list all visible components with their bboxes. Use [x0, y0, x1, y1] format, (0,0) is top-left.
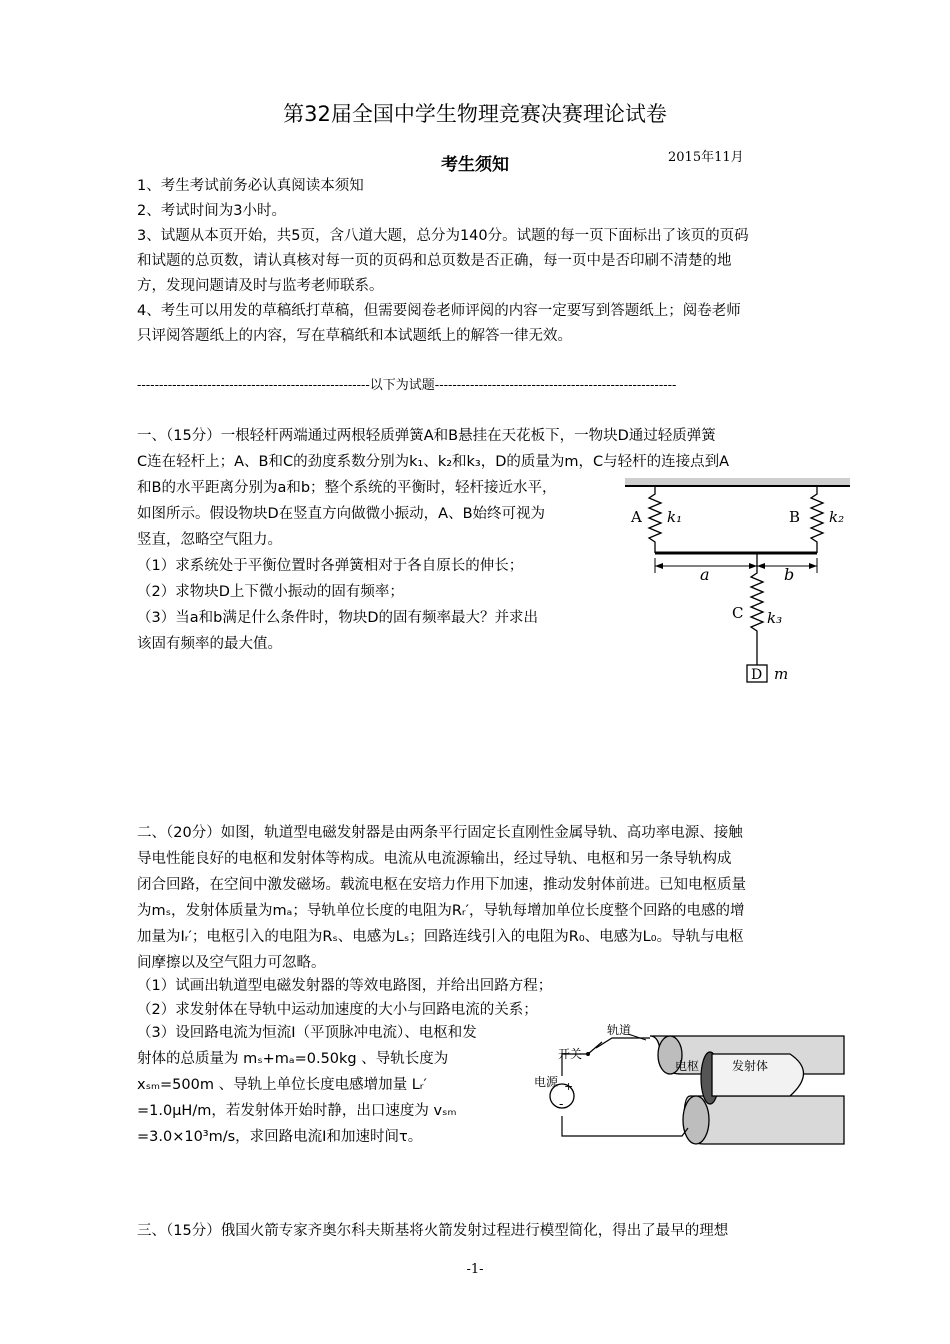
page-number: -1- — [466, 1262, 484, 1277]
q2-line: 闭合回路，在空间中激发磁场。载流电枢在安培力作用下加速，推动发射体前进。已知电枢质量 — [137, 877, 746, 893]
label-b-spring: B — [789, 508, 801, 526]
q1-line: 一、（15分）一根轻杆两端通过两根轻质弹簧A和B悬挂在天花板下，一物块D通过轻质弹簧 — [137, 428, 716, 444]
label-k1: k₁ — [667, 508, 683, 526]
q1-line: （2）求物块D上下微小振动的固有频率； — [137, 584, 404, 600]
q2-line: =1.0μH/m，若发射体开始时静，出口速度为 vₛₘ — [137, 1103, 457, 1119]
q1-line: C连在轻杆上；A、B和C的劲度系数分别为k₁、k₂和k₃，D的质量为m，C与轻杆的连接点到A — [137, 454, 730, 470]
label-b-distance: b — [784, 565, 795, 584]
label-k3: k₃ — [767, 609, 783, 627]
notice-line: 3、试题从本页开始，共5页，含八道大题，总分为140分。试题的每一页下面标出了该页的页码 — [137, 228, 749, 244]
ceiling — [625, 478, 850, 486]
notice-line: 1、考生考试前务必认真阅读本须知 — [137, 178, 364, 194]
label-d: D — [751, 667, 763, 683]
q2-line: xₛₘ=500m 、导轨上单位长度电感增加量 Lᵣ′ — [137, 1077, 427, 1093]
label-track: 轨道 — [607, 1024, 632, 1037]
q2-line: =3.0×10³m/s，求回路电流I和加速时间τ。 — [137, 1129, 423, 1145]
page-title: 第32届全国中学生物理竞赛决赛理论试卷 — [283, 102, 667, 126]
label-m: m — [774, 665, 789, 683]
notice-line: 2、考试时间为3小时。 — [137, 203, 286, 219]
notice-line: 方，发现问题请及时与监考老师联系。 — [137, 278, 384, 294]
section-separator: -----------------------------------------------------以下为试题------------------------------------------------------- — [137, 378, 677, 393]
label-armature: 电枢 — [675, 1059, 700, 1073]
q2-line: 二、（20分）如图，轨道型电磁发射器是由两条平行固定长直刚性金属导轨、高功率电源、接触 — [137, 825, 743, 841]
spring-c — [751, 553, 763, 665]
q1-line: （3）当a和b满足什么条件时，物块D的固有频率最大？并求出 — [137, 610, 538, 626]
q1-line: 竖直，忽略空气阻力。 — [137, 532, 282, 548]
label-c: C — [732, 604, 744, 622]
q1-line: 和B的水平距离分别为a和b；整个系统的平衡时，轻杆接近水平， — [137, 480, 557, 496]
question-3-first-line: 三、（15分）俄国火箭专家齐奥尔科夫斯基将火箭发射过程进行模型简化，得出了最早的理想 — [137, 1223, 729, 1239]
notice-line: 和试题的总页数，请认真核对每一页的页码和总页数是否正确，每一页中是否印刷不清楚的地 — [137, 253, 732, 269]
railgun-figure — [532, 1024, 847, 1152]
label-a: A — [631, 508, 642, 526]
q1-line: 如图所示。假设物块D在竖直方向做微小振动，A、B始终可视为 — [137, 506, 546, 522]
notice-line: 只评阅答题纸上的内容，写在草稿纸和本试题纸上的解答一律无效。 — [137, 328, 572, 344]
q2-line: 导电性能良好的电枢和发射体等构成。电流从电流源输出，经过导轨、电枢和另一条导轨构成 — [137, 851, 732, 867]
spring-b — [811, 486, 823, 553]
q2-line: （2）求发射体在导轨中运动加速度的大小与回路电流的关系； — [137, 1002, 538, 1018]
q2-line: 间摩擦以及空气阻力可忽略。 — [137, 955, 326, 971]
spring-a — [649, 486, 661, 553]
label-switch: 开关 — [558, 1047, 583, 1061]
notice-line: 4、考生可以用发的草稿纸打草稿，但需要阅卷老师评阅的内容一定要写到答题纸上；阅卷老师 — [137, 303, 741, 319]
q2-line: （1）试画出轨道型电磁发射器的等效电路图，并给出回路方程； — [137, 978, 553, 994]
exam-date: 2015年11月 — [668, 150, 744, 165]
q2-line: （3）设回路电流为恒流I（平顶脉冲电流）、电枢和发 — [137, 1025, 477, 1041]
q1-line: 该固有频率的最大值。 — [137, 636, 282, 652]
label-projectile: 发射体 — [732, 1059, 769, 1073]
label-minus: - — [559, 1097, 564, 1112]
q2-line: 射体的总质量为 mₛ+mₐ=0.50kg 、导轨长度为 — [137, 1051, 449, 1067]
label-k2: k₂ — [829, 508, 845, 526]
q2-line: 加量为Iᵣ′；电枢引入的电阻为Rₛ、电感为Lₛ；回路连线引入的电阻为R₀、电感为L₀。导轨与电枢 — [137, 929, 744, 945]
label-plus: + — [564, 1080, 574, 1093]
label-a-distance: a — [700, 565, 710, 584]
notice-title: 考生须知 — [441, 155, 509, 175]
q2-line: 为mₛ，发射体质量为mₐ；导轨单位长度的电阻为Rᵣ′，导轨每增加单位长度整个回路的电感的增 — [137, 903, 745, 919]
label-source: 电源 — [534, 1075, 559, 1089]
spring-system-figure — [625, 478, 850, 688]
q1-line: （1）求系统处于平衡位置时各弹簧相对于各自原长的伸长； — [137, 558, 524, 574]
